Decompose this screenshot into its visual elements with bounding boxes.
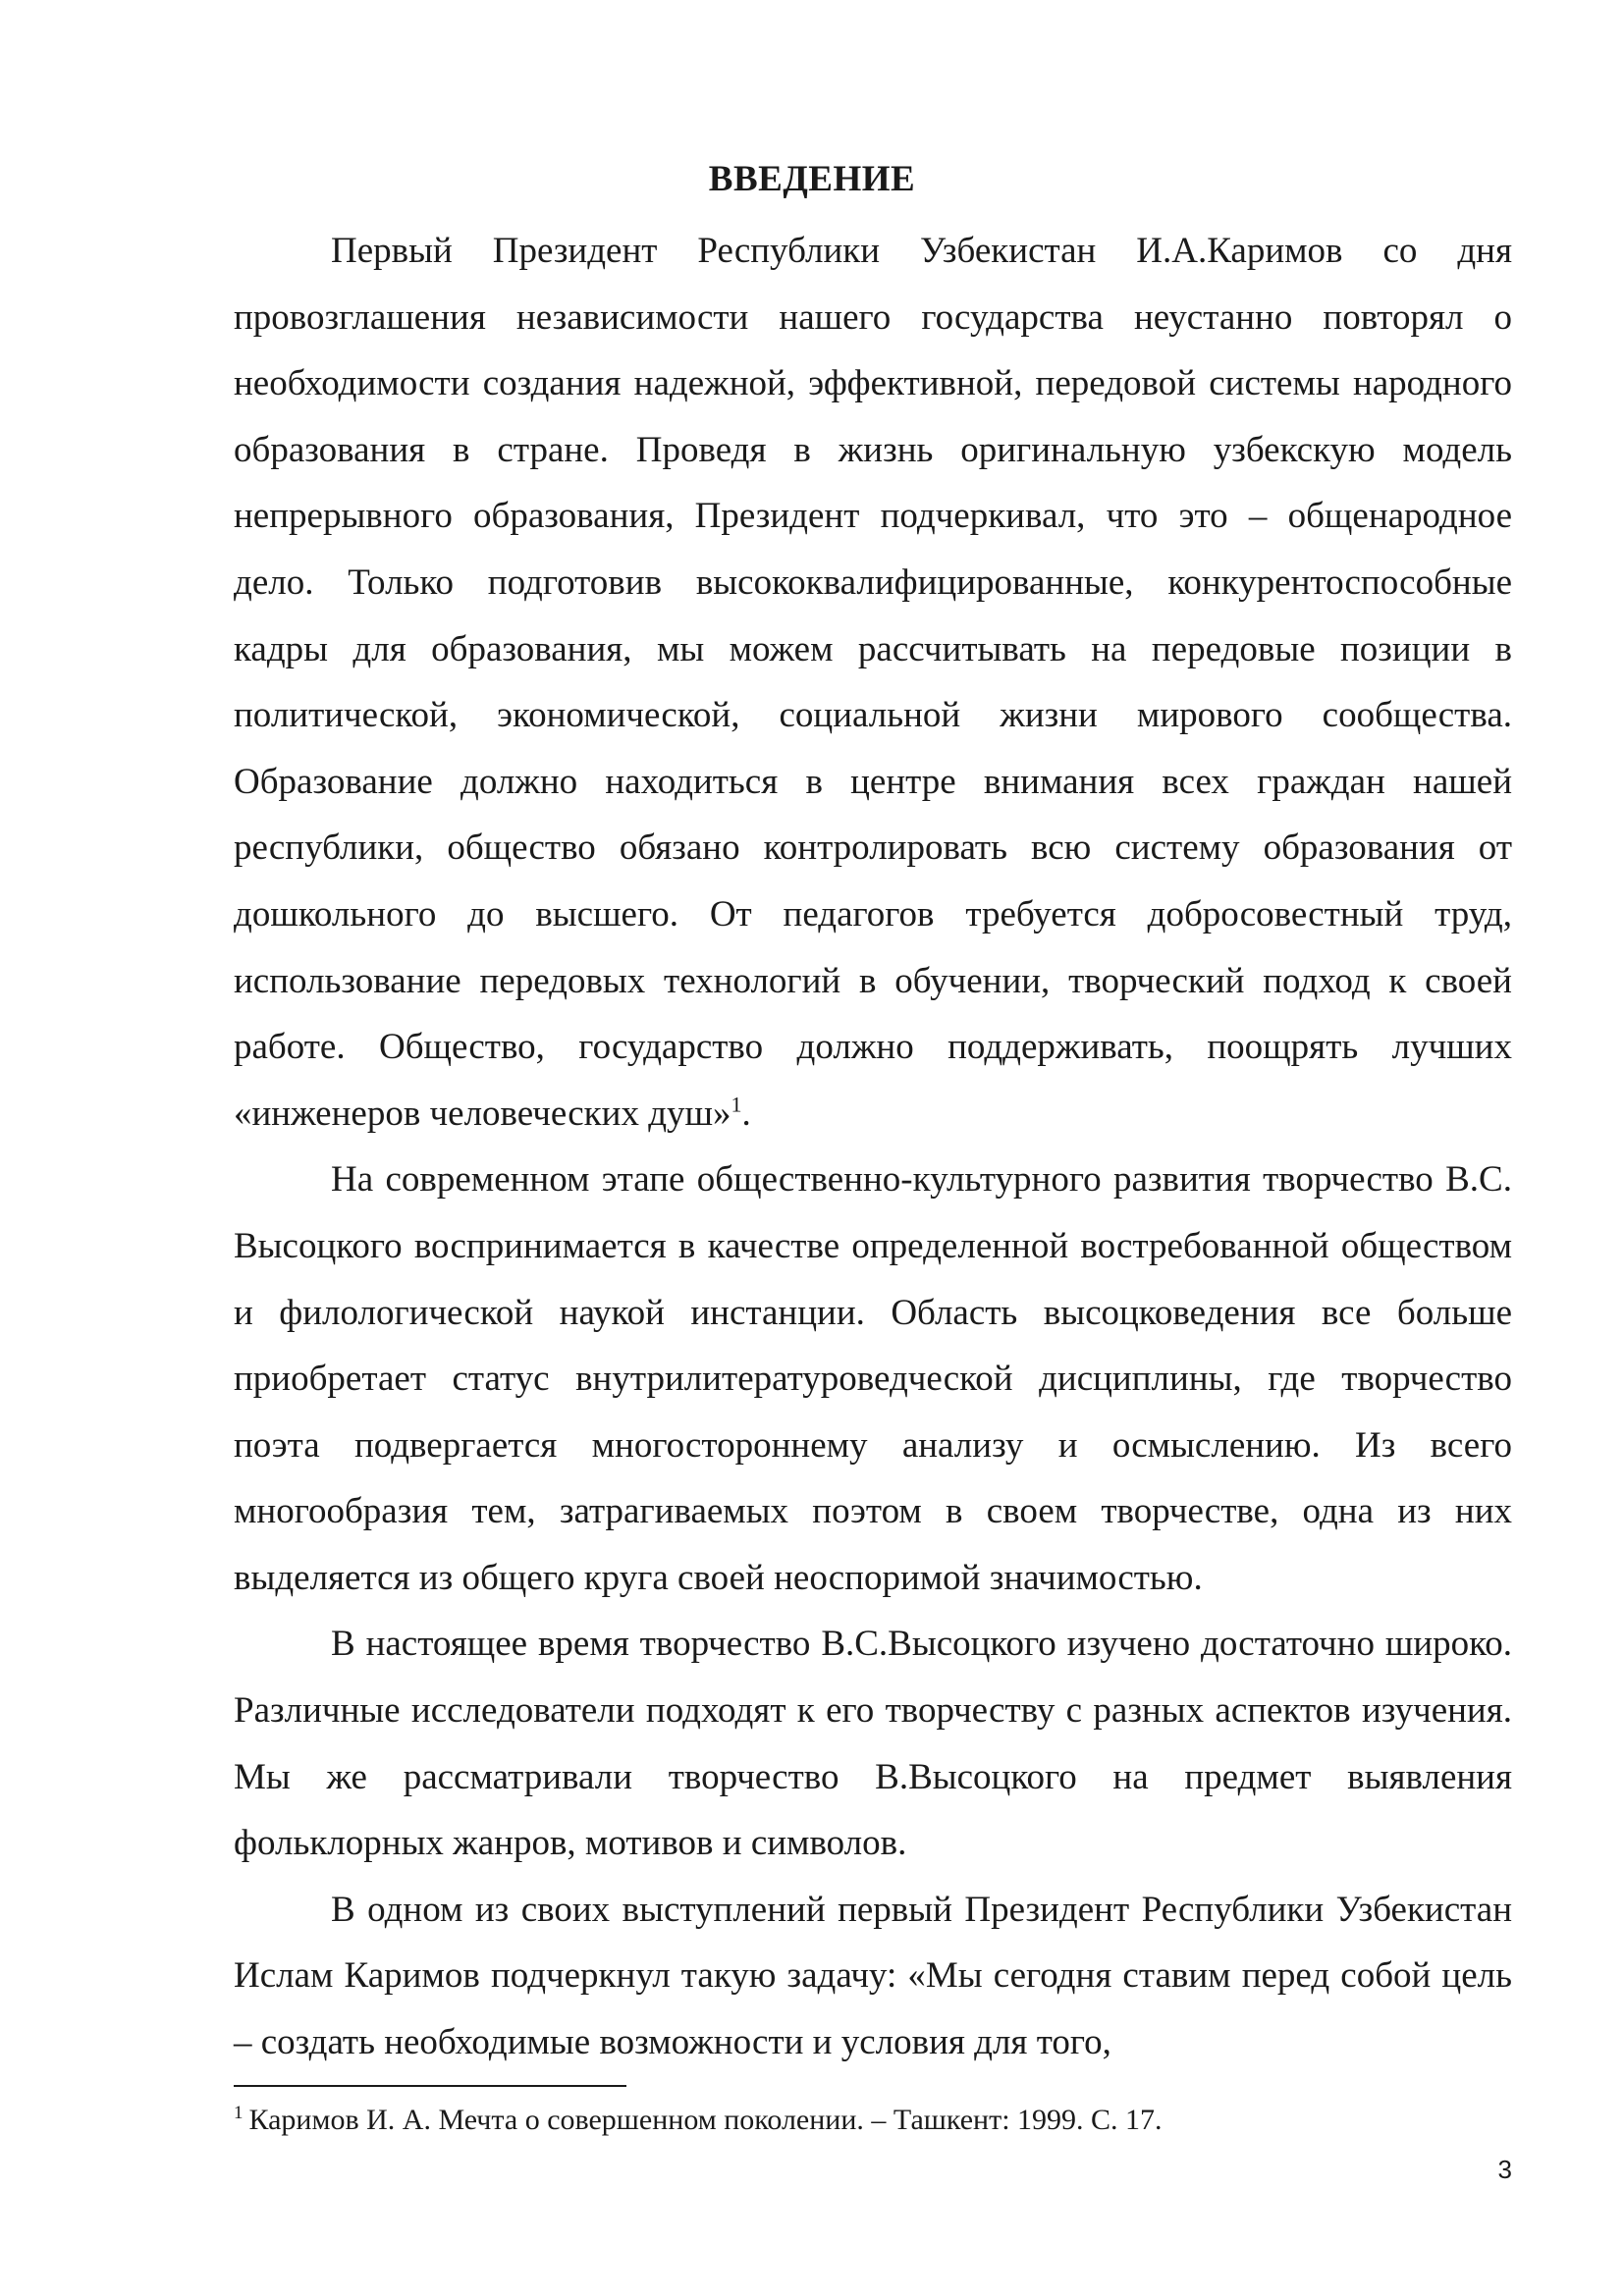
footnote-reference[interactable]: 1	[731, 1092, 742, 1117]
footnote	[234, 2101, 1512, 2140]
paragraph-1	[234, 218, 1512, 1147]
page-number: 3	[1497, 2155, 1512, 2184]
paragraph-3: В настоящее время творчество В.С.Высоцкого изучено достаточно широко. Различные исследователи подходят к его творчеству с разных аспектов изучения. Мы же рассматривали творчество В.Высоцкого на предмет выявления фольклорных жанров, мотивов и символов.	[234, 1624, 1512, 1864]
paragraph-1-tail: .	[741, 1093, 751, 1134]
page-heading: ВВЕДЕНИЕ	[708, 159, 916, 199]
body-text	[234, 218, 1512, 2076]
paragraph-4: В одном из своих выступлений первый Президент Республики Узбекистан Ислам Каримов подчеркнул такую задачу: «Мы сегодня ставим перед собой цель – создать необходимые возможности и условия для того,	[234, 1889, 1512, 2063]
footnote-number: 1	[234, 2103, 244, 2123]
footnote-text: Каримов И. А. Мечта о совершенном поколении. – Ташкент: 1999. С. 17.	[248, 2104, 1163, 2136]
footnote-separator	[234, 2085, 626, 2087]
paragraph-2: На современном этапе общественно-культурного развития творчество В.С. Высоцкого воспринимается в качестве определенной востребованной обществом и филологической наукой инстанции. Область высоцковедения все больше приобретает статус внутрилитературоведческой дисциплины, где творчество поэта подвергается многостороннему анализу и осмыслению. Из всего многообразия тем, затрагиваемых поэтом в своем творчестве, одна из них выделяется из общего круга своей неоспоримой значимостью.	[234, 1159, 1512, 1598]
paragraph-1-text: Первый Президент Республики Узбекистан И.А.Каримов со дня провозглашения независимости нашего государства неустанно повторял о необходимости создания надежной, эффективной, передовой системы народного образования в стране. Проведя в жизнь оригинальную узбекскую модель непрерывного образования, Президент подчеркивал, что это – общенародное дело. Только подготовив высококвалифицированные, конкурентоспособные кадры для образования, мы можем рассчитывать на передовые позиции в политической, экономической, социальной жизни мирового сообщества. Образование должно находиться в центре внимания всех граждан нашей республики, общество обязано контролировать всю систему образования от дошкольного до высшего. От педагогов требуется добросовестный труд, использование передовых технологий в обучении, творческий подход к своей работе. Общество, государство должно поддерживать, поощрять лучших «инженеров человеческих душ»	[234, 231, 1512, 1134]
